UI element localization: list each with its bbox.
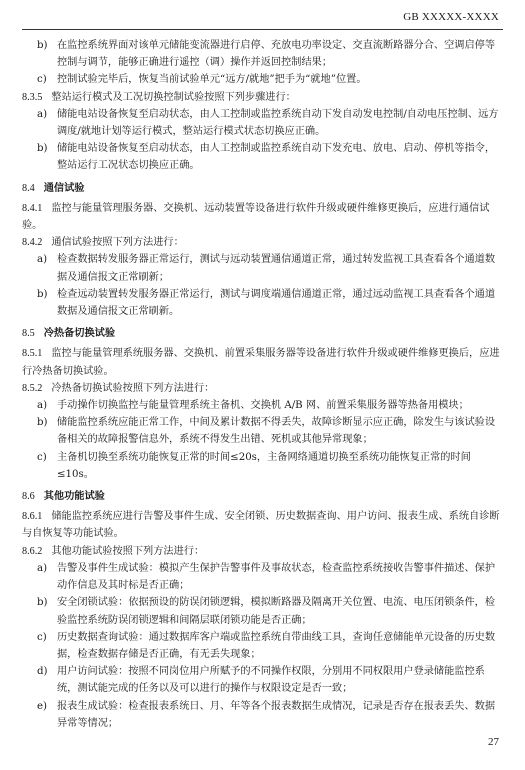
clause-text: 储能监控系统应进行告警及事件生成、安全闭锁、历史数据查询、用户访问、报表生成、系统自诊断与自恢复等功能试验。 — [22, 511, 500, 540]
clause-text: 监控与能量管理系统服务器、交换机、前置采集服务器等设备进行软件升级或硬件维修更换后，应进行冷热备切换试验。 — [22, 348, 500, 377]
clause-paragraph — [22, 508, 503, 542]
list-item-label: a) — [37, 254, 48, 266]
list-item-label: a) — [37, 108, 48, 120]
clause-number: 8.5.2 — [22, 382, 43, 394]
document-body — [22, 37, 503, 732]
list-item-text: 检查远动装置转发服务器正常运行，测试与调度端通信通道正常，通过远动监视工具查看各个通道数据及通信报文正常刷新。 — [57, 288, 496, 318]
clause-paragraph — [22, 234, 503, 251]
list-item — [22, 594, 503, 628]
section-heading — [22, 488, 503, 505]
list-item-label: b) — [37, 40, 48, 51]
clause-number: 8.5 — [22, 328, 35, 340]
list-item — [22, 37, 503, 71]
clause-paragraph — [22, 345, 503, 379]
list-item-text: 储能监控系统应能正常工作，中间及累计数据不得丢失，故障诊断显示应正确，除发生与该试验设备相关的故障报警信息外，系统不得发生出错、死机或其他异常现象； — [57, 417, 496, 446]
section-heading — [22, 180, 503, 197]
list-item-text: 储能电站设备恢复至启动状态，由人工控制或监控系统自动下发充电、放电、启动、停机等指令，整站运行工况状态切换应正确。 — [57, 143, 496, 172]
clause-text: 通信试验 — [43, 181, 85, 194]
clause-number: 8.4.1 — [22, 202, 43, 214]
clause-text: 通信试验按照下列方法进行： — [51, 237, 184, 249]
list-item — [22, 663, 503, 697]
list-item — [22, 397, 503, 414]
list-item — [22, 140, 503, 174]
clause-number: 8.4 — [22, 182, 35, 194]
clause-number: 8.6.2 — [22, 545, 43, 557]
list-item-label: a) — [37, 562, 48, 574]
clause-number: 8.3.5 — [22, 91, 43, 103]
list-item-text: 主备机切换至系统功能恢复正常的时间≤20s，主备网络通道切换至系统功能恢复正常的时间≤10s。 — [57, 451, 471, 480]
clause-number: 8.6 — [22, 491, 35, 503]
list-item — [22, 106, 503, 140]
list-item-label: c) — [37, 74, 47, 86]
standard-number: GB XXXXX-XXXX — [403, 11, 499, 23]
list-item-label: b) — [37, 143, 48, 155]
list-item — [22, 698, 503, 732]
clause-paragraph — [22, 543, 503, 560]
list-item-label: c) — [37, 451, 47, 463]
clause-text: 监控与能量管理服务器、交换机、远动装置等设备进行软件升级或硬件维修更换后，应进行通信试验。 — [22, 202, 490, 232]
list-item-label: b) — [37, 288, 48, 300]
list-item-text: 用户访问试验：按照不同岗位用户所赋予的不同操作权限，分别用不同权限用户登录储能监控系统，测试能完成的任务以及可以进行的操作与权限设定是否一致； — [57, 666, 485, 695]
clause-text: 其他功能试验按照下列方法进行： — [51, 545, 205, 557]
list-item-text: 手动操作切换监控与能量管理系统主备机、交换机 A/B 网、前置采集服务器等热备用模块； — [57, 400, 469, 412]
list-item — [22, 71, 503, 88]
clause-text: 其他功能试验 — [43, 490, 105, 503]
clause-number: 8.5.1 — [22, 348, 43, 360]
list-item — [22, 286, 503, 320]
list-item-text: 安全闭锁试验：依据预设的防误闭锁逻辑，模拟断路器及隔离开关位置、电流、电压闭锁条件，检验监控系统防误闭锁逻辑和间隔层联闭锁功能是否正确； — [57, 597, 496, 626]
list-item-text: 在监控系统界面对该单元储能变流器进行启停、充放电功率设定、交直流断路器分合、空调启停等控制与调节，能够正确进行遥控（调）操作并返回控制结果； — [57, 40, 496, 69]
list-item-label: d) — [37, 666, 48, 678]
list-item-label: c) — [37, 631, 47, 643]
list-item-text: 储能电站设备恢复至启动状态，由人工控制或监控系统自动下发自动发电控制/自动电压控制、远方调度/就地计划等运行模式，整站运行模式状态切换应正确。 — [57, 108, 499, 138]
list-item — [22, 414, 503, 448]
page-number: 27 — [488, 736, 499, 748]
list-item — [22, 251, 503, 285]
clause-number: 8.6.1 — [22, 511, 43, 523]
clause-text: 冷热备切换试验按照下列方法进行： — [51, 382, 215, 394]
clause-paragraph — [22, 200, 503, 234]
list-item-text: 历史数据查询试验：通过数据库客户端或监控系统自带曲线工具，查询任意储能单元设备的历史数据，检查数据存储是否正确，有无丢失现象； — [57, 631, 496, 660]
list-item-text: 检查数据转发服务器正常运行，测试与远动装置通信通道正常，通过转发监视工具查看各个通道数据及通信报文正常刷新； — [57, 254, 496, 283]
list-item-text: 报表生成试验：检查报表系统日、月、年等各个报表数据生成情况，记录是否存在报表丢失、数据异常等情况； — [57, 700, 496, 729]
list-item-label: a) — [37, 400, 48, 412]
list-item-label: b) — [37, 417, 48, 429]
list-item-label: e) — [37, 700, 48, 712]
list-item — [22, 449, 503, 483]
list-item — [22, 629, 503, 663]
clause-number: 8.4.2 — [22, 237, 43, 249]
clause-paragraph — [22, 89, 503, 106]
list-item-label: b) — [37, 597, 48, 609]
list-item-text: 告警及事件生成试验：模拟产生保护告警事件及事故状态，检查监控系统接收告警事件描述、保护动作信息及其时标是否正确； — [57, 562, 496, 592]
clause-text: 整站运行模式及工况切换控制试验按照下列步骤进行： — [51, 91, 296, 103]
section-heading — [22, 325, 503, 342]
list-item-text: 控制试验完毕后，恢复当前试验单元“远方/就地”把手为“就地”位置。 — [57, 74, 367, 86]
clause-paragraph — [22, 380, 503, 397]
list-item — [22, 560, 503, 594]
clause-text: 冷热备切换试验 — [43, 327, 116, 340]
header-rule — [22, 29, 503, 30]
